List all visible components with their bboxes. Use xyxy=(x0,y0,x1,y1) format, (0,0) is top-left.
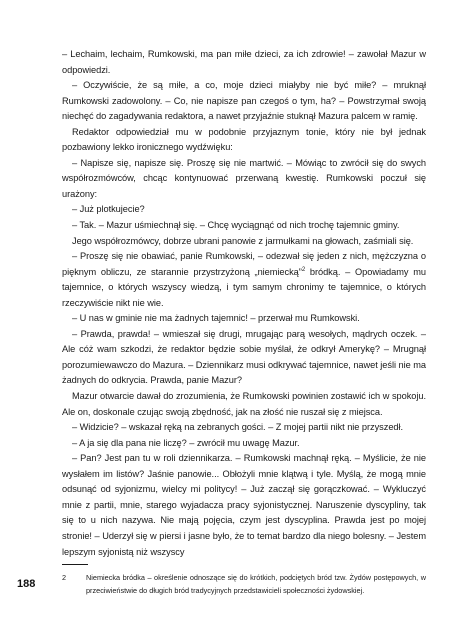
footnote-reference: 2 xyxy=(301,266,306,273)
paragraph-with-footnote-ref xyxy=(62,249,426,311)
paragraph: – Tak. – Mazur uśmiechnął się. – Chcę wyciągnąć od nich trochę tajemnic gminy. xyxy=(72,220,400,231)
paragraph: – Napisze się, napisze się. Proszę się nie martwić. – Mówiąc to zwrócił się do swych współrozmówców, chcąc kontynuować przerwaną kwestię. Rumkowski poczuł się urażony: xyxy=(62,157,426,199)
footnote-number: 2 xyxy=(62,573,67,582)
footnote-divider xyxy=(62,564,88,565)
footnote xyxy=(62,572,426,597)
page-number: 188 xyxy=(17,578,36,590)
paragraph: Jego współrozmówcy, dobrze ubrani panowie z jarmułkami na głowach, zaśmiali się. xyxy=(72,235,414,246)
paragraph: – U nas w gminie nie ma żadnych tajemnic! – przerwał mu Rumkowski. xyxy=(72,313,360,324)
paragraph: – Pan? Jest pan tu w roli dziennikarza. – Rumkowski machnął ręką. – Myślicie, że nie wysłałem im listów? Jaśnie panowie... Obłożyli mnie klątwą i tyle. Myślą, że mogą mnie odsunąć od syjonizmu, wielcy mi politycy! – Już zaczął się gorączkować. – Wykluczyć mnie z partii, mnie, starego wyjadacza pracy syjonistycznej. Naruszenie dyscypliny, tak się to u nich nazywa. Nie mają pojęcia, czym jest dyscyplina. Prawda jest po mojej stronie! – Uderzył się w piersi i jasne było, że to temat bardzo dla niego bolesny. – Jestem lepszym syjonistą niż wszyscy xyxy=(62,453,426,557)
paragraph-text-start: – Proszę się nie obawiać, panie Rumkowski, – odezwał się jeden z nich, mężczyzna o pięknym obliczu, ze starannie przystrzyżoną „niemiecką” xyxy=(62,251,426,277)
paragraph: Mazur otwarcie dawał do zrozumienia, że Rumkowski powinien zostawić ich w spokoju. Ale on, doskonale czując swoją zbędność, jak na złość nie ruszał się z miejsca. xyxy=(62,391,426,417)
paragraph: – A ja się dla pana nie liczę? – zwrócił mu uwagę Mazur. xyxy=(72,437,300,448)
paragraph: – Prawda, prawda! – wmieszał się drugi, mrugając parą wesołych, mądrych oczek. – Ale cóż wam szkodzi, że redaktor będzie sobie myślał, że odkrył Amerykę? – Mrugnął porozumiewawczo do Mazura. – Dziennikarz musi odkrywać tajemnice, nawet jeśli nie ma żadnych do odkrycia. Prawda, panie Mazur? xyxy=(62,328,426,386)
footnote-text: Niemiecka bródka – określenie odnoszące się do krótkich, podciętych bród tzw. Żydów postępowych, w przeciwieństwie do długich bród tradycyjnych przedstawicieli społeczności żydowskiej. xyxy=(86,573,426,595)
paragraph: – Oczywiście, że są miłe, a co, moje dzieci miałyby nie być miłe? – mruknął Rumkowski zadowolony. – Co, nie napisze pan czegoś o tym, ha? – Powstrzymał swoją niechęć do zagadywania redaktora, a nawet przyjaźnie stuknął Mazura palcem w ramię. xyxy=(62,80,426,122)
paragraph: – Lechaim, lechaim, Rumkowski, ma pan miłe dzieci, za ich zdrowie! – zawołał Mazur w odpowiedzi. xyxy=(62,49,426,75)
body-text xyxy=(62,47,426,560)
paragraph: – Już plotkujecie? xyxy=(72,204,145,215)
paragraph-text-end: bródką. – Opowiadamy mu tajemnice, o których wszyscy wiedzą, i tym samym chronimy te tajemnice, o których rzeczywiście nikt nie wie. xyxy=(62,266,426,308)
paragraph: – Widzicie? – wskazał ręką na zebranych gości. – Z mojej partii nikt nie przyszedł. xyxy=(72,422,404,433)
paragraph: Redaktor odpowiedział mu w podobnie przyjaznym tonie, który nie był jednak pozbawiony lekko ironicznego wydźwięku: xyxy=(62,126,426,153)
